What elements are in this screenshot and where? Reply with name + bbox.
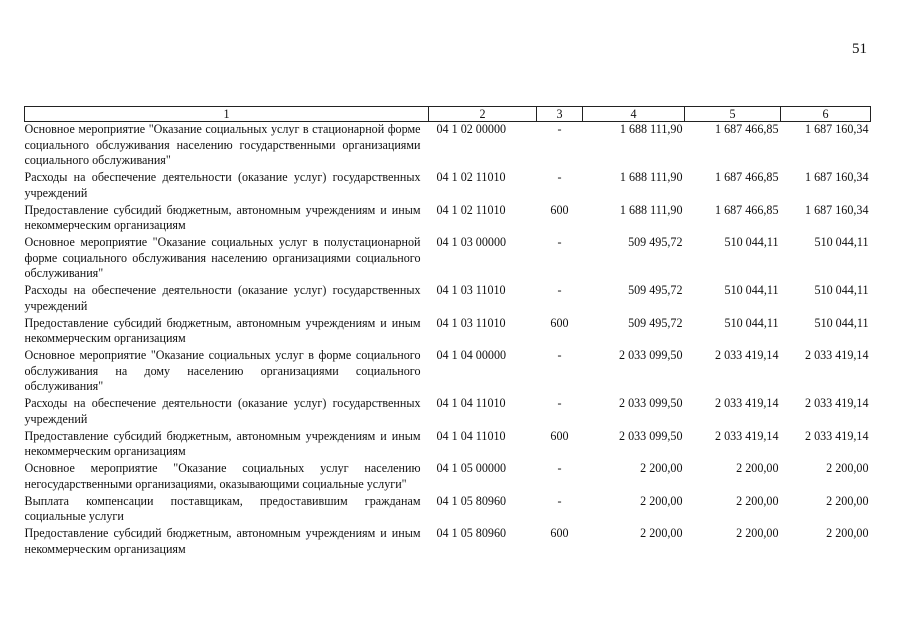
table-row [25, 396, 871, 429]
table-row [25, 429, 871, 462]
table-row [25, 203, 871, 236]
row-expense-type: - [557, 461, 562, 475]
row-description: Предоставление субсидий бюджетным, автономным учреждениям и иным некоммерческим организациям [24, 202, 421, 232]
row-amount-col-6: 1 687 160,34 [805, 122, 869, 136]
row-description: Предоставление субсидий бюджетным, автономным учреждениям и иным некоммерческим организациям [24, 428, 421, 458]
row-expense-type: - [557, 122, 562, 136]
row-description: Основное мероприятие "Оказание социальных услуг в стационарной форме социального обслуживания населению государственными организациями социального обслуживания" [24, 122, 421, 167]
row-amount-col-5: 2 033 419,14 [715, 396, 779, 410]
row-expense-type: 600 [550, 315, 569, 330]
row-code: 04 1 02 11010 [436, 202, 506, 217]
row-amount-col-5: 2 200,00 [736, 526, 779, 540]
table-header [25, 107, 871, 122]
table-row [25, 235, 871, 283]
table-row [25, 461, 871, 494]
row-description: Расходы на обеспечение деятельности (оказание услуг) государственных учреждений [24, 283, 421, 313]
row-expense-type: - [557, 235, 562, 249]
header-col-2: 2 [429, 107, 537, 122]
table-row [25, 170, 871, 203]
row-amount-col-5: 2 033 419,14 [715, 348, 779, 362]
table-body [25, 122, 871, 559]
row-expense-type: 600 [550, 526, 569, 540]
row-amount-col-5: 2 033 419,14 [715, 428, 779, 443]
row-code: 04 1 04 00000 [436, 348, 507, 362]
table-row [25, 526, 871, 559]
header-row [25, 107, 871, 122]
budget-table [24, 106, 871, 559]
row-amount-col-6: 2 033 419,14 [805, 428, 869, 443]
row-code: 04 1 04 11010 [436, 428, 506, 443]
row-description: Основное мероприятие "Оказание социальных услуг в форме социального обслуживания на дому населению организациями социального обслуживания" [24, 348, 421, 393]
row-description: Основное мероприятие "Оказание социальных услуг в полустационарной форме социального обслуживания населению организациями социального обслуживания" [24, 235, 421, 280]
page-number: 51 [852, 41, 867, 57]
row-amount-col-4: 2 033 099,50 [619, 396, 683, 410]
row-expense-type: 600 [550, 428, 569, 443]
row-description: Предоставление субсидий бюджетным, автономным учреждениям и иным некоммерческим организациям [24, 315, 421, 345]
row-amount-col-6: 2 200,00 [826, 461, 869, 475]
row-amount-col-4: 509 495,72 [628, 235, 683, 249]
header-col-6: 6 [781, 107, 871, 122]
header-col-4: 4 [583, 107, 685, 122]
row-amount-col-6: 510 044,11 [814, 315, 869, 330]
row-code: 04 1 05 00000 [436, 461, 507, 475]
row-amount-col-6: 510 044,11 [814, 235, 869, 249]
row-amount-col-5: 2 200,00 [736, 461, 779, 475]
row-amount-col-6: 1 687 160,34 [805, 202, 869, 217]
header-col-5: 5 [685, 107, 781, 122]
table-row [25, 283, 871, 316]
row-amount-col-5: 510 044,11 [724, 315, 779, 330]
row-amount-col-5: 2 200,00 [736, 493, 779, 508]
row-amount-col-6: 2 200,00 [826, 493, 869, 508]
row-amount-col-4: 509 495,72 [628, 283, 683, 297]
row-code: 04 1 03 00000 [436, 235, 507, 249]
row-amount-col-6: 2 200,00 [826, 526, 869, 540]
row-expense-type: - [557, 493, 562, 508]
row-expense-type: - [557, 396, 562, 410]
row-amount-col-6: 2 033 419,14 [805, 396, 869, 410]
header-col-3: 3 [537, 107, 583, 122]
row-amount-col-4: 2 033 099,50 [619, 348, 683, 362]
row-amount-col-4: 509 495,72 [628, 315, 683, 330]
row-amount-col-4: 2 200,00 [640, 461, 683, 475]
row-amount-col-4: 2 033 099,50 [619, 428, 683, 443]
table-row [25, 494, 871, 527]
row-amount-col-6: 510 044,11 [814, 283, 869, 297]
table-row [25, 122, 871, 171]
row-code: 04 1 04 11010 [436, 396, 506, 410]
row-description: Выплата компенсации поставщикам, предоставившим гражданам социальные услуги [24, 493, 421, 523]
row-expense-type: 600 [550, 202, 569, 217]
row-code: 04 1 05 80960 [436, 526, 507, 540]
row-amount-col-5: 510 044,11 [724, 283, 779, 297]
row-description: Основное мероприятие "Оказание социальных услуг населению негосударственными организациями, оказывающими социальные услуги" [24, 461, 421, 491]
row-code: 04 1 02 11010 [436, 170, 506, 184]
row-expense-type: - [557, 348, 562, 362]
table-row [25, 348, 871, 396]
row-amount-col-4: 1 688 111,90 [619, 170, 683, 184]
header-col-1: 1 [25, 107, 429, 122]
row-amount-col-5: 1 687 466,85 [715, 170, 779, 184]
row-amount-col-5: 1 687 466,85 [715, 202, 779, 217]
row-amount-col-4: 1 688 111,90 [619, 122, 683, 136]
row-amount-col-5: 1 687 466,85 [715, 122, 779, 136]
row-expense-type: - [557, 170, 562, 184]
row-description: Расходы на обеспечение деятельности (оказание услуг) государственных учреждений [24, 396, 421, 426]
row-amount-col-4: 1 688 111,90 [619, 202, 683, 217]
row-expense-type: - [557, 283, 562, 297]
row-amount-col-4: 2 200,00 [640, 526, 683, 540]
row-code: 04 1 03 11010 [436, 283, 506, 297]
row-description: Предоставление субсидий бюджетным, автономным учреждениям и иным некоммерческим организациям [24, 526, 421, 556]
row-description: Расходы на обеспечение деятельности (оказание услуг) государственных учреждений [24, 170, 421, 200]
row-code: 04 1 05 80960 [436, 493, 507, 508]
row-amount-col-5: 510 044,11 [724, 235, 779, 249]
row-code: 04 1 03 11010 [436, 315, 506, 330]
row-amount-col-6: 2 033 419,14 [805, 348, 869, 362]
row-code: 04 1 02 00000 [436, 122, 507, 136]
table-row [25, 316, 871, 349]
row-amount-col-6: 1 687 160,34 [805, 170, 869, 184]
row-amount-col-4: 2 200,00 [640, 493, 683, 508]
